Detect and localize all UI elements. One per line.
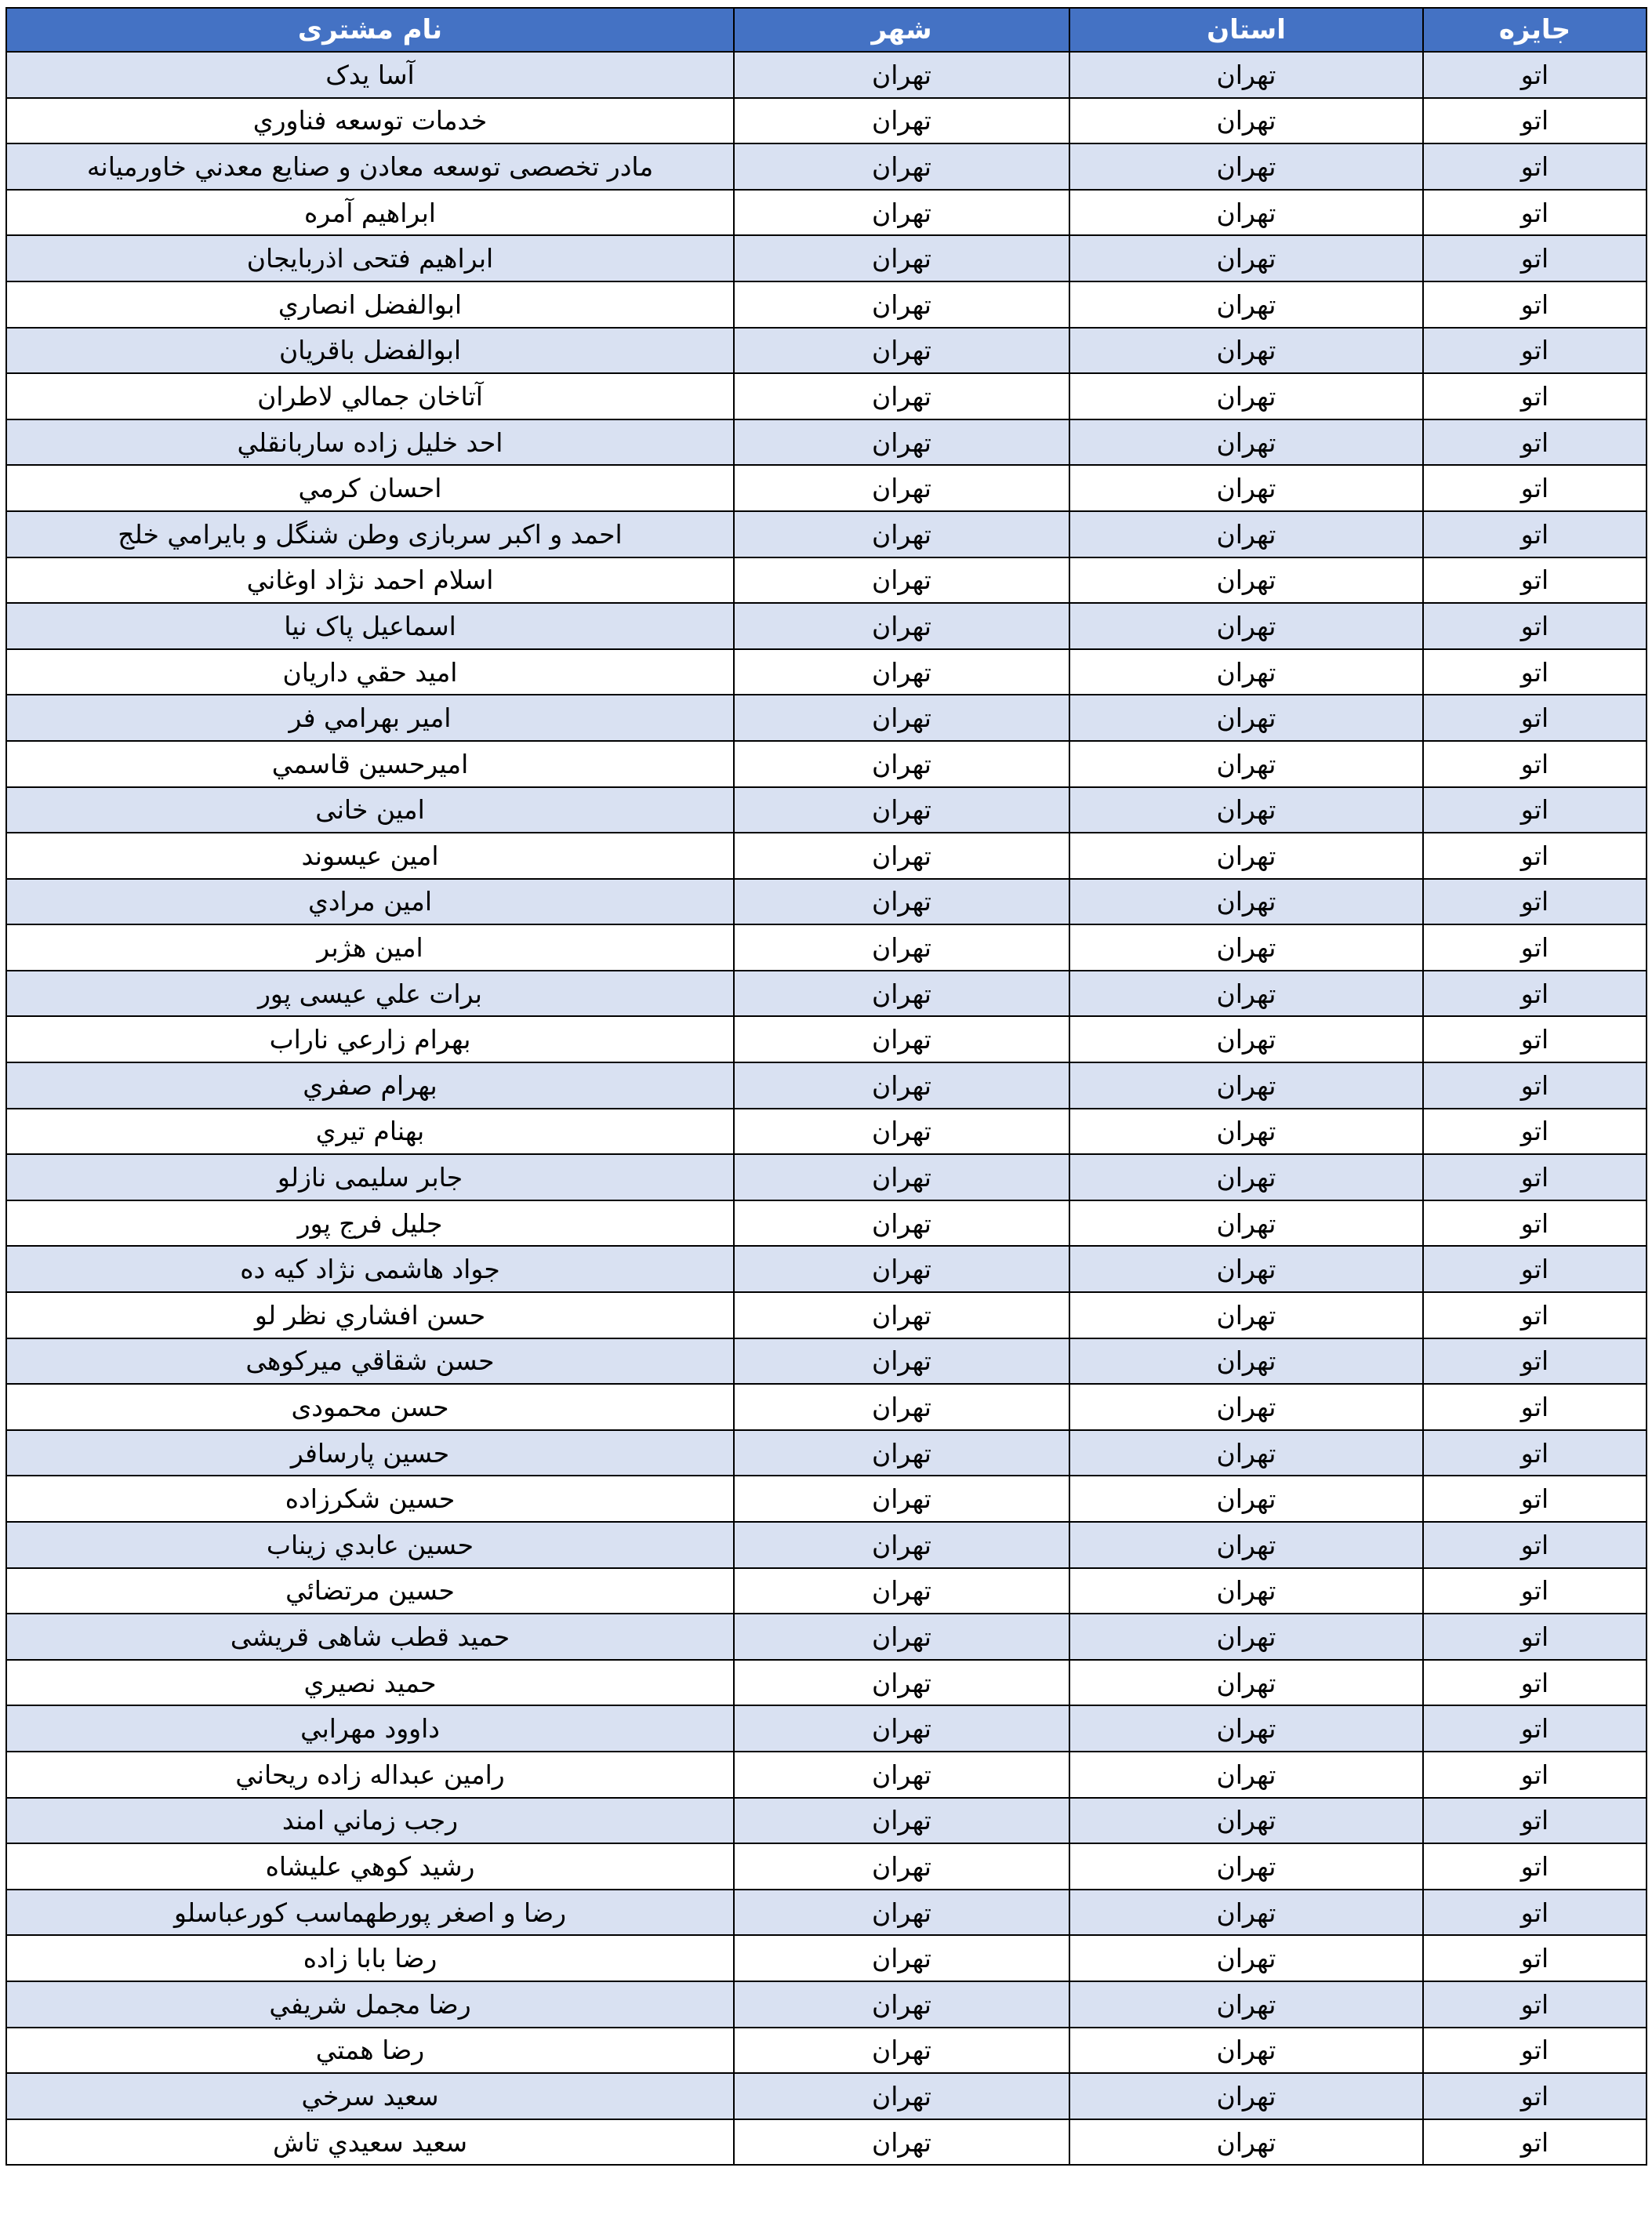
cell-prize: اتو — [1423, 1430, 1647, 1476]
cell-city: تهران — [734, 924, 1069, 971]
table-row — [6, 2028, 1647, 2074]
cell-province: تهران — [1069, 98, 1423, 144]
cell-customer-name: امين خانی — [6, 787, 734, 833]
header-row — [6, 8, 1647, 52]
cell-province: تهران — [1069, 1890, 1423, 1936]
cell-customer-name: حميد نصيري — [6, 1660, 734, 1706]
cell-city: تهران — [734, 2119, 1069, 2166]
cell-prize: اتو — [1423, 1292, 1647, 1338]
table-row — [6, 1246, 1647, 1292]
cell-city: تهران — [734, 603, 1069, 649]
cell-province: تهران — [1069, 833, 1423, 879]
cell-city: تهران — [734, 1752, 1069, 1798]
cell-prize: اتو — [1423, 1522, 1647, 1568]
cell-province: تهران — [1069, 603, 1423, 649]
table-row — [6, 557, 1647, 604]
cell-city: تهران — [734, 1154, 1069, 1200]
table-row — [6, 924, 1647, 971]
cell-city: تهران — [734, 281, 1069, 328]
cell-prize: اتو — [1423, 1981, 1647, 2028]
cell-city: تهران — [734, 1798, 1069, 1844]
table-row — [6, 2119, 1647, 2166]
cell-customer-name: خدمات توسعه فناوري — [6, 98, 734, 144]
cell-prize: اتو — [1423, 1338, 1647, 1385]
table-row — [6, 1016, 1647, 1062]
cell-customer-name: آسا يدک — [6, 52, 734, 98]
cell-customer-name: بهنام تيري — [6, 1109, 734, 1155]
cell-province: تهران — [1069, 879, 1423, 925]
cell-customer-name: مادر تخصصی توسعه معادن و صنايع معدني خاورميانه — [6, 143, 734, 190]
cell-city: تهران — [734, 1935, 1069, 1981]
cell-city: تهران — [734, 98, 1069, 144]
cell-province: تهران — [1069, 52, 1423, 98]
cell-customer-name: داوود مهرابي — [6, 1705, 734, 1752]
cell-prize: اتو — [1423, 1752, 1647, 1798]
cell-province: تهران — [1069, 971, 1423, 1017]
cell-city: تهران — [734, 1016, 1069, 1062]
cell-city: تهران — [734, 1292, 1069, 1338]
cell-customer-name: جابر سليمی نازلو — [6, 1154, 734, 1200]
table-row — [6, 1843, 1647, 1890]
cell-city: تهران — [734, 1200, 1069, 1247]
table-body — [6, 52, 1647, 2165]
cell-customer-name: رضا و اصغر پورطهماسب کورعباسلو — [6, 1890, 734, 1936]
cell-customer-name: احسان کرمي — [6, 465, 734, 511]
cell-prize: اتو — [1423, 787, 1647, 833]
cell-customer-name: رشيد کوهي عليشاه — [6, 1843, 734, 1890]
cell-province: تهران — [1069, 190, 1423, 236]
cell-customer-name: رضا بابا زاده — [6, 1935, 734, 1981]
cell-customer-name: حسين مرتضائي — [6, 1568, 734, 1614]
cell-province: تهران — [1069, 1522, 1423, 1568]
table-row — [6, 787, 1647, 833]
table-row — [6, 971, 1647, 1017]
cell-province: تهران — [1069, 143, 1423, 190]
cell-customer-name: بهرام زارعي ناراب — [6, 1016, 734, 1062]
header-name: نام مشتری — [6, 8, 734, 52]
cell-city: تهران — [734, 649, 1069, 695]
cell-prize: اتو — [1423, 1062, 1647, 1109]
cell-customer-name: اسلام احمد نژاد اوغاني — [6, 557, 734, 604]
table-row — [6, 465, 1647, 511]
cell-prize: اتو — [1423, 1660, 1647, 1706]
cell-city: تهران — [734, 1246, 1069, 1292]
cell-province: تهران — [1069, 924, 1423, 971]
cell-prize: اتو — [1423, 1935, 1647, 1981]
cell-province: تهران — [1069, 1109, 1423, 1155]
cell-prize: اتو — [1423, 833, 1647, 879]
table-row — [6, 1660, 1647, 1706]
table-row — [6, 1292, 1647, 1338]
cell-prize: اتو — [1423, 603, 1647, 649]
cell-province: تهران — [1069, 741, 1423, 787]
cell-province: تهران — [1069, 2119, 1423, 2166]
cell-city: تهران — [734, 1109, 1069, 1155]
cell-city: تهران — [734, 787, 1069, 833]
cell-city: تهران — [734, 1384, 1069, 1430]
table-row — [6, 281, 1647, 328]
table-row — [6, 2073, 1647, 2119]
cell-city: تهران — [734, 1522, 1069, 1568]
table-row — [6, 1109, 1647, 1155]
cell-customer-name: امين عيسوند — [6, 833, 734, 879]
table-row — [6, 419, 1647, 466]
table-row — [6, 741, 1647, 787]
cell-city: تهران — [734, 1705, 1069, 1752]
cell-prize: اتو — [1423, 1890, 1647, 1936]
cell-city: تهران — [734, 971, 1069, 1017]
cell-prize: اتو — [1423, 1705, 1647, 1752]
cell-prize: اتو — [1423, 1200, 1647, 1247]
cell-customer-name: حميد قطب شاهی قريشی — [6, 1614, 734, 1660]
cell-city: تهران — [734, 1476, 1069, 1522]
cell-province: تهران — [1069, 1062, 1423, 1109]
cell-prize: اتو — [1423, 281, 1647, 328]
cell-prize: اتو — [1423, 2119, 1647, 2166]
cell-customer-name: اميرحسين قاسمي — [6, 741, 734, 787]
cell-city: تهران — [734, 695, 1069, 741]
cell-customer-name: جواد هاشمی نژاد کيه ده — [6, 1246, 734, 1292]
table-row — [6, 52, 1647, 98]
cell-customer-name: جليل فرج پور — [6, 1200, 734, 1247]
header-prize: جایزه — [1423, 8, 1647, 52]
cell-province: تهران — [1069, 1705, 1423, 1752]
cell-city: تهران — [734, 2028, 1069, 2074]
cell-customer-name: امير بهرامي فر — [6, 695, 734, 741]
cell-city: تهران — [734, 557, 1069, 604]
cell-prize: اتو — [1423, 1568, 1647, 1614]
cell-customer-name: سعيد سرخي — [6, 2073, 734, 2119]
cell-prize: اتو — [1423, 1016, 1647, 1062]
cell-prize: اتو — [1423, 1154, 1647, 1200]
cell-province: تهران — [1069, 373, 1423, 419]
cell-customer-name: حسن محمودی — [6, 1384, 734, 1430]
cell-province: تهران — [1069, 281, 1423, 328]
cell-province: تهران — [1069, 328, 1423, 374]
cell-prize: اتو — [1423, 143, 1647, 190]
table-row — [6, 235, 1647, 281]
table-row — [6, 1338, 1647, 1385]
cell-province: تهران — [1069, 1935, 1423, 1981]
cell-province: تهران — [1069, 235, 1423, 281]
cell-customer-name: احمد و اکبر سربازی وطن شنگل و بايرامي خلج — [6, 511, 734, 557]
table-row — [6, 1062, 1647, 1109]
cell-province: تهران — [1069, 1430, 1423, 1476]
customer-table — [5, 7, 1647, 2166]
cell-province: تهران — [1069, 649, 1423, 695]
cell-province: تهران — [1069, 2028, 1423, 2074]
table-row — [6, 98, 1647, 144]
cell-city: تهران — [734, 2073, 1069, 2119]
cell-city: تهران — [734, 373, 1069, 419]
cell-province: تهران — [1069, 787, 1423, 833]
header-city: شهر — [734, 8, 1069, 52]
cell-province: تهران — [1069, 465, 1423, 511]
cell-prize: اتو — [1423, 235, 1647, 281]
cell-province: تهران — [1069, 1338, 1423, 1385]
cell-prize: اتو — [1423, 2028, 1647, 2074]
cell-province: تهران — [1069, 2073, 1423, 2119]
cell-city: تهران — [734, 465, 1069, 511]
cell-city: تهران — [734, 1430, 1069, 1476]
table-row — [6, 1476, 1647, 1522]
cell-customer-name: حسين پارسافر — [6, 1430, 734, 1476]
cell-customer-name: سعيد سعيدي تاش — [6, 2119, 734, 2166]
cell-province: تهران — [1069, 1843, 1423, 1890]
cell-province: تهران — [1069, 1246, 1423, 1292]
header-province: استان — [1069, 8, 1423, 52]
cell-customer-name: اميد حقي داريان — [6, 649, 734, 695]
table-row — [6, 1752, 1647, 1798]
cell-customer-name: امين هژبر — [6, 924, 734, 971]
cell-prize: اتو — [1423, 741, 1647, 787]
cell-customer-name: اسماعيل پاک نيا — [6, 603, 734, 649]
table-row — [6, 1935, 1647, 1981]
cell-customer-name: ابوالفضل باقريان — [6, 328, 734, 374]
cell-customer-name: احد خليل زاده ساربانقلي — [6, 419, 734, 466]
cell-city: تهران — [734, 1981, 1069, 2028]
cell-customer-name: آتاخان جمالي لاطران — [6, 373, 734, 419]
cell-customer-name: حسن شقاقي ميرکوهی — [6, 1338, 734, 1385]
cell-prize: اتو — [1423, 328, 1647, 374]
table-row — [6, 1384, 1647, 1430]
table-row — [6, 190, 1647, 236]
cell-prize: اتو — [1423, 1614, 1647, 1660]
table-row — [6, 1430, 1647, 1476]
cell-customer-name: بهرام صفري — [6, 1062, 734, 1109]
cell-prize: اتو — [1423, 971, 1647, 1017]
cell-city: تهران — [734, 143, 1069, 190]
cell-city: تهران — [734, 511, 1069, 557]
cell-city: تهران — [734, 235, 1069, 281]
cell-city: تهران — [734, 1890, 1069, 1936]
table-row — [6, 143, 1647, 190]
cell-province: تهران — [1069, 419, 1423, 466]
cell-prize: اتو — [1423, 190, 1647, 236]
cell-city: تهران — [734, 1568, 1069, 1614]
table-row — [6, 695, 1647, 741]
table-row — [6, 603, 1647, 649]
cell-city: تهران — [734, 1843, 1069, 1890]
cell-prize: اتو — [1423, 419, 1647, 466]
table-row — [6, 1614, 1647, 1660]
cell-province: تهران — [1069, 1292, 1423, 1338]
cell-province: تهران — [1069, 1752, 1423, 1798]
cell-city: تهران — [734, 1338, 1069, 1385]
cell-prize: اتو — [1423, 879, 1647, 925]
cell-prize: اتو — [1423, 1384, 1647, 1430]
cell-province: تهران — [1069, 511, 1423, 557]
cell-province: تهران — [1069, 1568, 1423, 1614]
cell-prize: اتو — [1423, 649, 1647, 695]
cell-city: تهران — [734, 1062, 1069, 1109]
cell-customer-name: رامين عبداله زاده ريحاني — [6, 1752, 734, 1798]
table-row — [6, 833, 1647, 879]
cell-province: تهران — [1069, 1384, 1423, 1430]
table-row — [6, 879, 1647, 925]
cell-province: تهران — [1069, 557, 1423, 604]
cell-customer-name: ابوالفضل انصاري — [6, 281, 734, 328]
cell-province: تهران — [1069, 1981, 1423, 2028]
table-row — [6, 328, 1647, 374]
cell-prize: اتو — [1423, 1109, 1647, 1155]
cell-city: تهران — [734, 879, 1069, 925]
table-row — [6, 1522, 1647, 1568]
cell-customer-name: برات علي عيسی پور — [6, 971, 734, 1017]
cell-city: تهران — [734, 741, 1069, 787]
cell-province: تهران — [1069, 1614, 1423, 1660]
table-row — [6, 1154, 1647, 1200]
table-row — [6, 1568, 1647, 1614]
table-row — [6, 1890, 1647, 1936]
cell-prize: اتو — [1423, 98, 1647, 144]
table-row — [6, 1981, 1647, 2028]
cell-prize: اتو — [1423, 695, 1647, 741]
cell-province: تهران — [1069, 1016, 1423, 1062]
cell-prize: اتو — [1423, 1476, 1647, 1522]
cell-customer-name: رضا مجمل شريفي — [6, 1981, 734, 2028]
table-row — [6, 511, 1647, 557]
cell-prize: اتو — [1423, 557, 1647, 604]
cell-city: تهران — [734, 52, 1069, 98]
table-row — [6, 1798, 1647, 1844]
table-row — [6, 1705, 1647, 1752]
cell-customer-name: ابراهيم آمره — [6, 190, 734, 236]
cell-prize: اتو — [1423, 511, 1647, 557]
cell-province: تهران — [1069, 1154, 1423, 1200]
cell-province: تهران — [1069, 1476, 1423, 1522]
cell-province: تهران — [1069, 695, 1423, 741]
cell-prize: اتو — [1423, 1843, 1647, 1890]
cell-city: تهران — [734, 419, 1069, 466]
cell-prize: اتو — [1423, 1798, 1647, 1844]
cell-customer-name: رضا همتي — [6, 2028, 734, 2074]
cell-customer-name: ابراهيم فتحی اذربايجان — [6, 235, 734, 281]
cell-prize: اتو — [1423, 1246, 1647, 1292]
cell-city: تهران — [734, 1614, 1069, 1660]
cell-customer-name: رجب زماني امند — [6, 1798, 734, 1844]
cell-customer-name: حسين شکرزاده — [6, 1476, 734, 1522]
cell-prize: اتو — [1423, 373, 1647, 419]
cell-city: تهران — [734, 833, 1069, 879]
cell-prize: اتو — [1423, 2073, 1647, 2119]
cell-province: تهران — [1069, 1660, 1423, 1706]
cell-customer-name: امين مرادي — [6, 879, 734, 925]
cell-province: تهران — [1069, 1798, 1423, 1844]
cell-customer-name: حسن افشاري نظر لو — [6, 1292, 734, 1338]
table-row — [6, 373, 1647, 419]
cell-city: تهران — [734, 190, 1069, 236]
cell-prize: اتو — [1423, 465, 1647, 511]
customer-prize-sheet — [5, 7, 1646, 2166]
cell-customer-name: حسين عابدي زيناب — [6, 1522, 734, 1568]
table-row — [6, 649, 1647, 695]
cell-province: تهران — [1069, 1200, 1423, 1247]
cell-prize: اتو — [1423, 52, 1647, 98]
table-row — [6, 1200, 1647, 1247]
cell-city: تهران — [734, 1660, 1069, 1706]
cell-city: تهران — [734, 328, 1069, 374]
cell-prize: اتو — [1423, 924, 1647, 971]
